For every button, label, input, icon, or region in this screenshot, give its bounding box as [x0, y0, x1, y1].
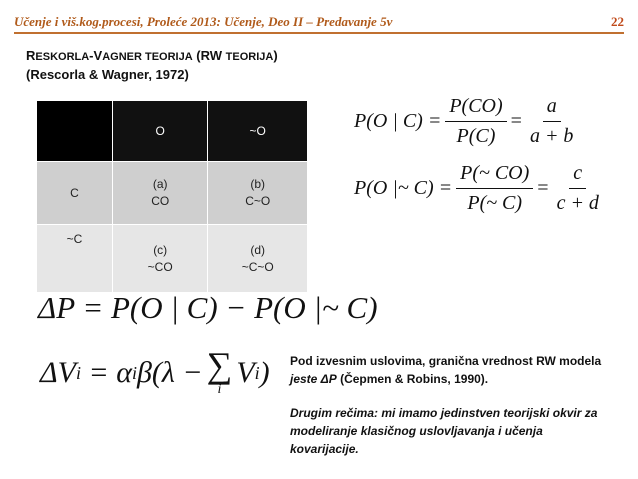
heading-small-teorija: TEORIJA — [225, 51, 274, 63]
cell-a-value: CO — [151, 194, 170, 208]
formula1-num1: P(CO) — [445, 95, 506, 122]
page-number: 22 — [611, 14, 624, 29]
formula1-fraction-1 — [445, 95, 506, 148]
cell-c — [112, 225, 207, 293]
row-label-c: C — [37, 162, 113, 225]
formula-p-o-given-not-c — [354, 162, 607, 215]
deltav-lhs-sub: i — [75, 362, 81, 383]
slide-header — [14, 10, 624, 32]
table-row — [37, 162, 308, 225]
sigma-sub: i — [217, 382, 222, 397]
table-header-row — [37, 101, 308, 162]
formula2-fraction-2 — [553, 162, 603, 215]
table-header-not-o: ~O — [208, 101, 308, 162]
cell-d-value: ~C~O — [241, 259, 274, 274]
heading-cap-r: R — [26, 48, 36, 63]
table-header-o: O — [112, 101, 207, 162]
deltav-sum — [206, 345, 233, 398]
cell-b — [208, 162, 308, 225]
heading-line-1 — [26, 47, 278, 66]
header-title: Učenje i viš.kog.procesi, Proleće 2013: Učenje, Deo II – Predavanje 5v — [14, 14, 393, 29]
deltav-beta-lambda: β(λ − — [136, 356, 203, 389]
formula1-num2: a — [543, 95, 561, 122]
heading-dash: - — [89, 48, 94, 63]
cell-b-value: C~O — [245, 194, 271, 208]
cell-c-value: ~CO — [147, 259, 173, 274]
formula2-lhs: P(O |~ C) = — [354, 177, 453, 199]
paragraph-unified-framework: Drugim rečima: mi imamo jedinstven teorijski okvir za modeliranje klasičnog uslovljavanja i učenja kovarijacije. — [290, 406, 598, 456]
cell-a-id: (a) — [152, 177, 168, 191]
heading-line-2: (Rescorla & Wagner, 1972) — [26, 67, 189, 82]
p1-text-a: Pod izvesnim uslovima, granična vrednost RW modela — [290, 354, 602, 368]
row-label-not-c: ~C — [37, 225, 113, 293]
heading-small-agner: AGNER TEORIJA — [102, 51, 193, 63]
formula1-den2: a + b — [529, 125, 574, 147]
heading-rw: (RW — [192, 48, 226, 63]
deltav-alpha: = α — [80, 356, 132, 389]
formula1-fraction-2 — [526, 95, 578, 148]
formula-delta-v — [40, 345, 270, 398]
cell-b-id: (b) — [250, 177, 266, 191]
deltav-close-paren: ) — [259, 356, 270, 389]
formula2-eq: = — [537, 177, 549, 199]
formula-p-o-given-c — [354, 95, 581, 148]
deltav-rhs: V — [236, 356, 255, 389]
cell-a — [112, 162, 207, 225]
formula2-den1: P(~ C) — [467, 192, 523, 214]
formula2-num1: P(~ CO) — [456, 162, 533, 189]
cell-d-id: (d) — [250, 242, 266, 257]
heading-small-eskorla: ESKORLA — [35, 51, 90, 63]
cell-d — [208, 225, 308, 293]
header-rule — [14, 32, 624, 34]
contingency-table — [36, 100, 308, 293]
sigma-symbol: ∑ — [206, 345, 233, 385]
cell-c-id: (c) — [153, 242, 168, 257]
formula1-den1: P(C) — [456, 125, 496, 147]
paragraph-limit-value — [290, 352, 610, 388]
deltav-alpha-sub: i — [131, 362, 137, 383]
p1-text-b: (Čepmen & Robins, 1990). — [336, 372, 489, 386]
formula1-eq: = — [510, 110, 522, 132]
deltav-rhs-sub: i — [254, 362, 260, 383]
deltav-lhs: ΔV — [40, 356, 76, 389]
formula2-num2: c — [569, 162, 586, 189]
table-row — [37, 225, 308, 293]
formula1-lhs: P(O | C) = — [354, 110, 442, 132]
table-corner-cell — [37, 101, 113, 162]
formula2-den2: c + d — [556, 192, 599, 214]
p1-text-italic: jeste ΔP — [290, 372, 337, 386]
slide-heading — [26, 47, 278, 84]
heading-paren-close: ) — [273, 48, 278, 63]
formula2-fraction-1 — [456, 162, 533, 215]
formula-delta-p: ΔP = P(O | C) − P(O |~ C) — [38, 290, 378, 325]
heading-cap-v: V — [93, 48, 103, 63]
